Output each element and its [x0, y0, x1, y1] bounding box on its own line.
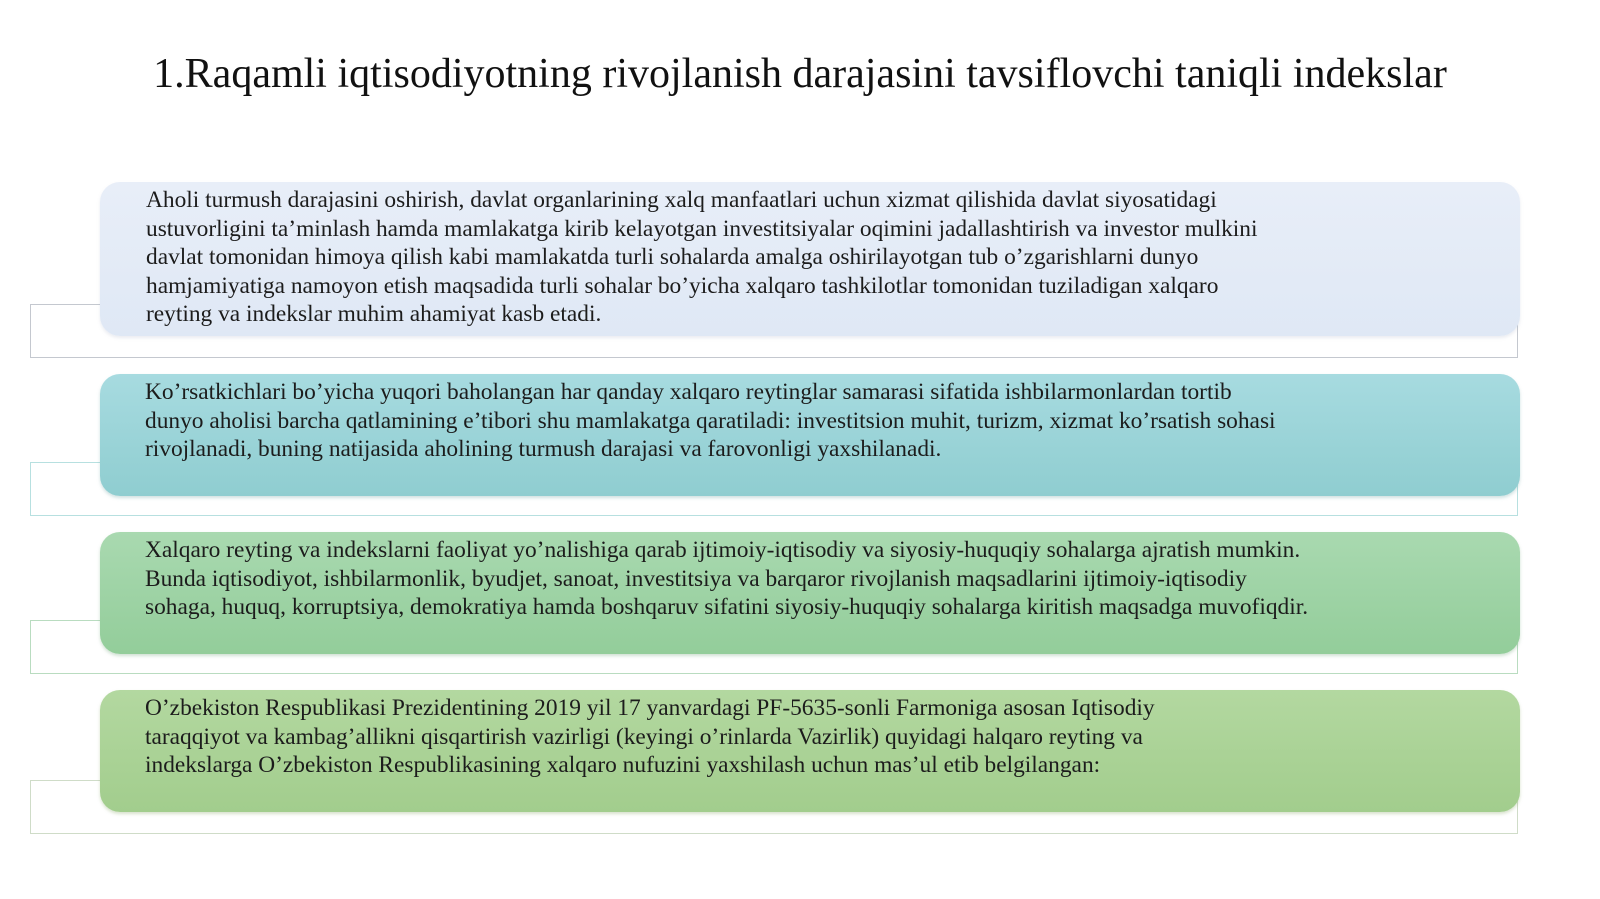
- text-card-4: [100, 690, 1520, 812]
- text-card-2: [100, 374, 1520, 496]
- card-text-1: Aholi turmush darajasini oshirish, davlat organlarining xalq manfaatlari uchun xizmat qilishida davlat siyosatidagi ustuvorligini ta’minlash hamda mamlakatga kirib kelayotgan investitsiyalar oqimini jadallashtirish va investor mulkini davlat tomonidan himoya qilish kabi mamlakatda turli sohalarda amalga oshirilayotgan tub o’zgarishlarni dunyo hamjamiyatiga namoyon etish maqsadida turli sohalar bo’yicha xalqaro tashkilotlar tomonidan tuziladigan xalqaro reyting va indekslar muhim ahamiyat kasb etadi.: [146, 187, 1258, 328]
- card-text-2: Ko’rsatkichlari bo’yicha yuqori baholangan har qanday xalqaro reytinglar samarasi sifatida ishbilarmonlardan tortib dunyo aholisi barcha qatlamining e’tibori shu mamlakatga qaratiladi: investitsion muhit, turizm, xizmat ko’rsatish sohasi rivojlanadi, buning natijasida aholining turmush darajasi va farovonligi yaxshilanadi.: [145, 379, 1276, 463]
- text-card-1: [100, 182, 1520, 336]
- text-card-3: [100, 532, 1520, 654]
- card-text-4: O’zbekiston Respublikasi Prezidentining 2019 yil 17 yanvardagi PF-5635-sonli Farmoniga asosan Iqtisodiy taraqqiyot va kambag’allikni qisqartirish vazirligi (keyingi o’rinlarda Vazirlik) quyidagi halqaro reyting va indekslarga O’zbekiston Respublikasining xalqaro nufuzini yaxshilash uchun mas’ul etib belgilangan:: [145, 695, 1155, 779]
- card-text-3: Xalqaro reyting va indekslarni faoliyat yo’nalishiga qarab ijtimoiy-iqtisodiy va siyosiy-huquqiy sohalarga ajratish mumkin. Bunda iqtisodiyot, ishbilarmonlik, byudjet, sanoat, investitsiya va barqaror rivojlanish maqsadlarini ijtimoiy-iqtisodiy sohaga, huquq, korruptsiya, demokratiya hamda boshqaruv sifatini siyosiy-huquqiy sohalarga kiritish maqsadga muvofiqdir.: [145, 537, 1309, 621]
- slide-title: 1.Raqamli iqtisodiyotning rivojlanish darajasini tavsiflovchi taniqli indekslar: [153, 51, 1447, 97]
